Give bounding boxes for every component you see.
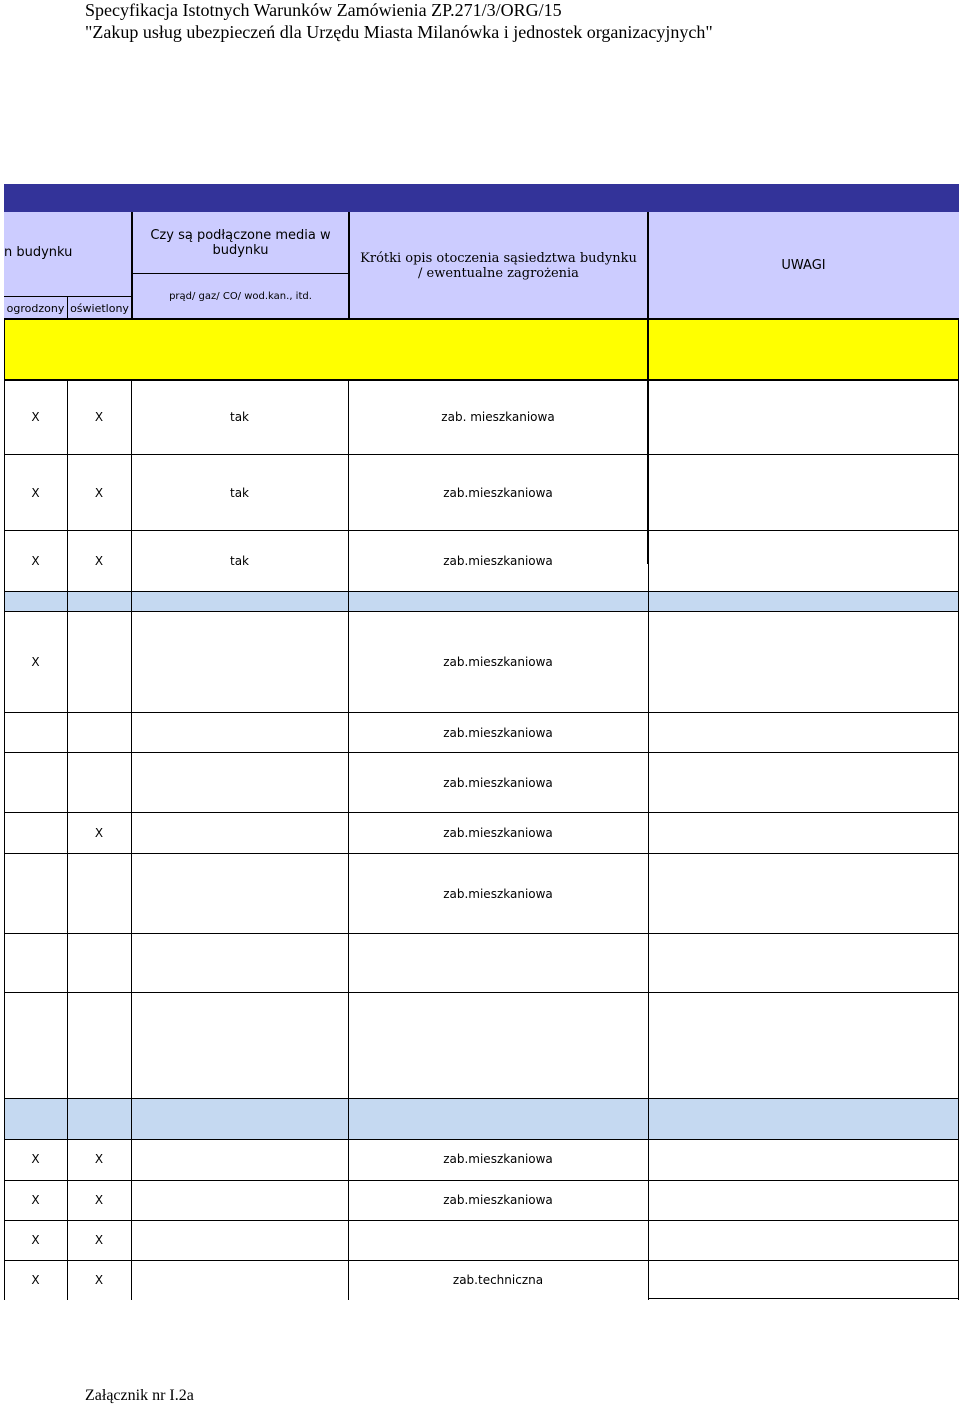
header-media-sub: prąd/ gaz/ CO/ wod.kan., itd. bbox=[132, 274, 349, 319]
cell-fenced: X bbox=[31, 1233, 40, 1247]
cell-lit: X bbox=[94, 826, 104, 840]
cell-lit: X bbox=[94, 1152, 104, 1166]
section-band bbox=[4, 1098, 959, 1139]
cell-surroundings: zab.mieszkaniowa bbox=[443, 726, 553, 740]
cell-media: tak bbox=[229, 410, 249, 424]
cell-surroundings: zab.mieszkaniowa bbox=[443, 776, 553, 790]
document-title: Specyfikacja Istotnych Warunków Zamówienia ZP.271/3/ORG/15 bbox=[85, 0, 562, 20]
cell-surroundings: zab. mieszkaniowa bbox=[441, 410, 555, 424]
header-notes: UWAGI bbox=[648, 212, 959, 319]
cell-surroundings: zab.mieszkaniowa bbox=[443, 655, 553, 669]
table-top-band bbox=[4, 184, 959, 212]
cell-surroundings: zab.mieszkaniowa bbox=[443, 1193, 553, 1207]
cell-fenced: X bbox=[31, 554, 40, 568]
cell-surroundings: zab.mieszkaniowa bbox=[443, 1152, 553, 1166]
header-building-partial: n budynku bbox=[4, 212, 132, 297]
cell-fenced: X bbox=[31, 486, 40, 500]
cell-surroundings: zab.mieszkaniowa bbox=[443, 486, 553, 500]
cell-media: tak bbox=[229, 486, 249, 500]
section-band bbox=[4, 591, 959, 611]
cell-fenced: X bbox=[31, 655, 40, 669]
cell-lit: X bbox=[94, 554, 104, 568]
cell-lit: X bbox=[94, 1193, 104, 1207]
cell-lit: X bbox=[94, 1273, 104, 1287]
cell-surroundings: zab.mieszkaniowa bbox=[443, 826, 553, 840]
header-fenced: ogrodzony bbox=[4, 297, 67, 319]
header-media: Czy są podłączone media w budynku bbox=[132, 212, 349, 274]
cell-lit: X bbox=[94, 1233, 104, 1247]
document-subtitle: "Zakup usług ubezpieczeń dla Urzędu Miasta Milanówka i jednostek organizacyjnych" bbox=[85, 22, 713, 42]
header-surroundings: Krótki opis otoczenia sąsiedztwa budynku / ewentualne zagrożenia bbox=[349, 212, 648, 319]
cell-fenced: X bbox=[31, 410, 40, 424]
cell-surroundings: zab.techniczna bbox=[452, 1273, 544, 1287]
cell-lit: X bbox=[94, 486, 104, 500]
attachment-label: Załącznik nr I.2a bbox=[85, 1387, 194, 1404]
cell-surroundings: zab.mieszkaniowa bbox=[443, 554, 553, 568]
cell-fenced: X bbox=[31, 1152, 40, 1166]
cell-surroundings: zab.mieszkaniowa bbox=[443, 887, 553, 901]
cell-media: tak bbox=[229, 554, 249, 568]
highlight-band-right bbox=[649, 320, 959, 379]
cell-lit: X bbox=[94, 410, 104, 424]
cell-fenced: X bbox=[31, 1273, 40, 1287]
highlight-band-left bbox=[4, 320, 647, 379]
header-lit: oświetlony bbox=[67, 297, 132, 319]
cell-fenced: X bbox=[31, 1193, 40, 1207]
